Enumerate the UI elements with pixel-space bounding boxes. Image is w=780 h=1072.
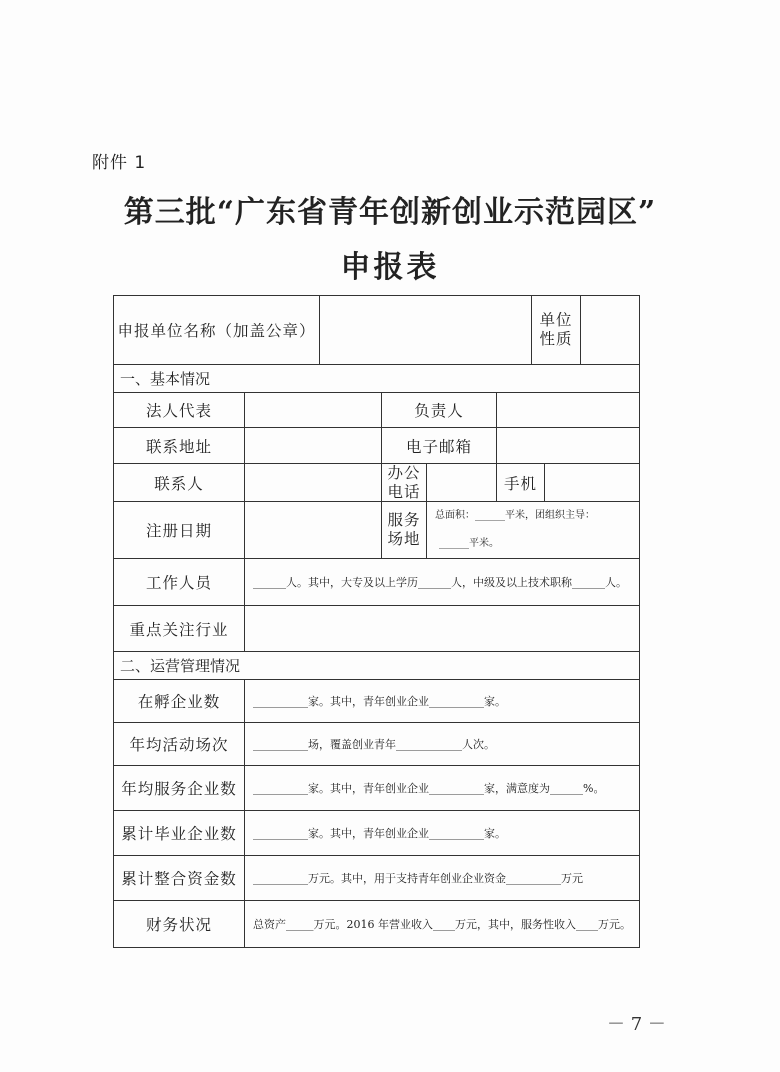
unit-type-label-line2: 性质 — [539, 330, 573, 348]
email-label: 电子邮箱 — [381, 427, 497, 464]
activities-label: 年均活动场次 — [113, 722, 245, 766]
staff-label: 工作人员 — [113, 558, 245, 606]
served-enterprises-label: 年均服务企业数 — [113, 765, 245, 811]
service-venue-label-line2: 场地 — [387, 530, 421, 548]
responsible-person-label: 负责人 — [381, 392, 497, 428]
registration-date-label: 注册日期 — [113, 501, 245, 559]
finance-field[interactable]: 总资产_____万元。2016 年营业收入____万元，其中，服务性收入____万元。 — [244, 900, 640, 948]
applicant-name-label: 申报单位名称（加盖公章） — [113, 295, 320, 365]
incubating-label: 在孵企业数 — [113, 679, 245, 723]
address-label: 联系地址 — [113, 427, 245, 464]
unit-type-label-line1: 单位 — [539, 311, 573, 329]
unit-type-label — [531, 295, 581, 365]
section-basic-info: 一、基本情况 — [113, 364, 640, 393]
office-phone-label — [381, 463, 427, 502]
venue-area-line1: 总面积：______平米，团组织主导： — [435, 510, 595, 521]
finance-label: 财务状况 — [113, 900, 245, 948]
unit-type-field[interactable] — [580, 295, 640, 365]
section-operations: 二、运营管理情况 — [113, 651, 640, 680]
contact-person-field[interactable] — [244, 463, 382, 502]
activities-field[interactable]: __________场，覆盖创业青年____________人次。 — [244, 722, 640, 766]
page-number: － 7 － — [607, 1014, 666, 1035]
office-phone-label-line1: 办公 — [387, 463, 421, 482]
mobile-label: 手机 — [496, 463, 545, 502]
staff-field[interactable]: ______人。其中，大专及以上学历______人，中级及以上技术职称______人。 — [244, 558, 640, 606]
focus-industry-label: 重点关注行业 — [113, 605, 245, 652]
venue-area-line2: ______平米。 — [439, 538, 499, 549]
integrated-funds-field[interactable]: __________万元。其中，用于支持青年创业企业资金__________万元 — [244, 855, 640, 901]
document-title: 第三批“广东省青年创新创业示范园区” — [123, 195, 657, 230]
responsible-person-field[interactable] — [496, 392, 640, 428]
legal-rep-label: 法人代表 — [113, 392, 245, 428]
service-venue-label-line1: 服务 — [387, 511, 421, 529]
applicant-name-field[interactable] — [319, 295, 532, 365]
email-field[interactable] — [496, 427, 640, 464]
address-field[interactable] — [244, 427, 382, 464]
legal-rep-field[interactable] — [244, 392, 382, 428]
focus-industry-field[interactable] — [244, 605, 640, 652]
served-enterprises-field[interactable]: __________家。其中，青年创业企业__________家，满意度为______%。 — [244, 765, 640, 811]
document-subtitle: 申报表 — [340, 250, 440, 285]
incubating-field[interactable]: __________家。其中，青年创业企业__________家。 — [244, 679, 640, 723]
registration-date-field[interactable] — [244, 501, 382, 559]
contact-person-label: 联系人 — [113, 463, 245, 502]
graduated-enterprises-field[interactable]: __________家。其中，青年创业企业__________家。 — [244, 810, 640, 856]
attachment-label: 附件 1 — [92, 153, 147, 173]
graduated-enterprises-label: 累计毕业企业数 — [113, 810, 245, 856]
office-phone-field[interactable] — [426, 463, 497, 502]
service-venue-field[interactable] — [426, 501, 640, 559]
mobile-field[interactable] — [544, 463, 640, 502]
service-venue-label — [381, 501, 427, 559]
integrated-funds-label: 累计整合资金数 — [113, 855, 245, 901]
office-phone-label-line2: 电话 — [387, 482, 421, 501]
